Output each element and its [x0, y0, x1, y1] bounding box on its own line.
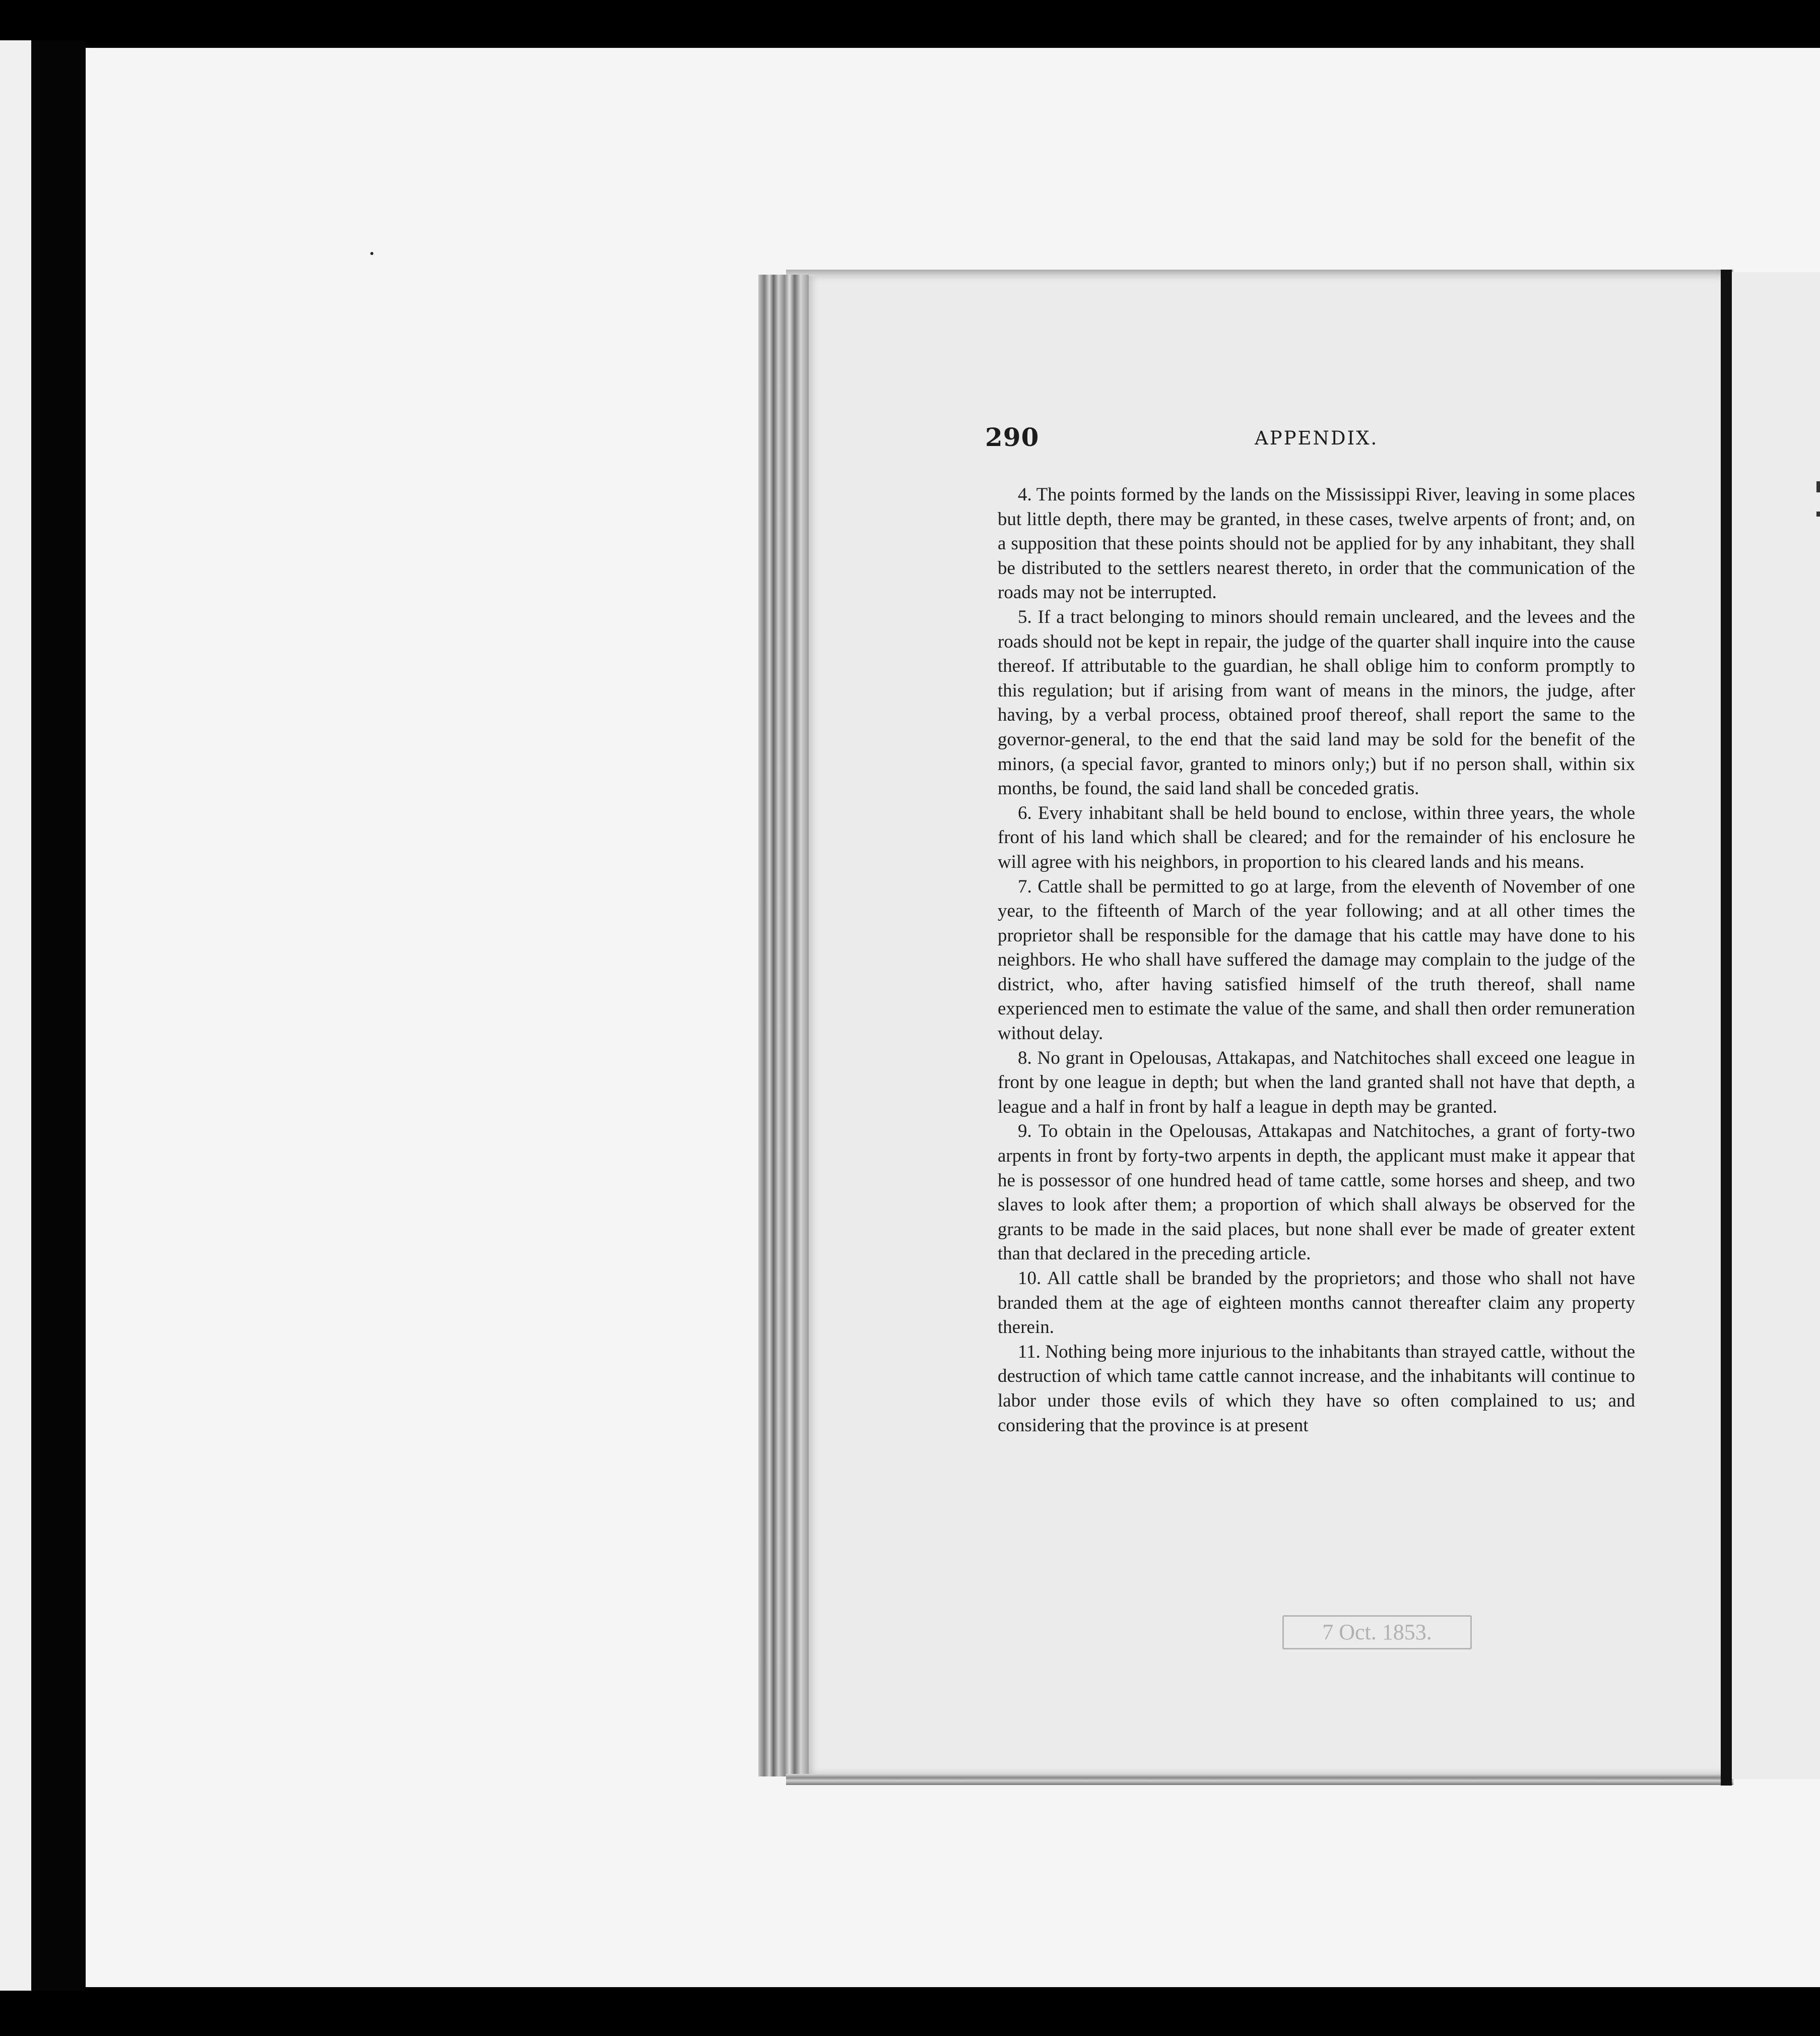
paragraph-5: 5. If a tract belonging to minors should remain uncleared, and the levees and the roads should not be kept in repair, the judge of the quarter shall inquire into the cause thereof. If attributable to the guardian, he shall oblige him to conform promptly to this regulation; but if arising from want of means in the minors, the judge, after having, by a verbal process, obtained proof thereof, shall report the same to the governor-general, to the end that the said land may be sold for the benefit of the minors, (a special favor, granted to minors only;) but if no person shall, within six months, be found, the said land shall be conceded gratis. — [998, 606, 1635, 799]
paragraph-11: 11. Nothing being more injurious to the inhabitants than strayed cattle, without the destruction of which tame cattle cannot increase, and the inhabitants will continue to labor under those evils of which they have so often complained to us; and considering that the province is at present — [998, 1341, 1635, 1436]
film-border — [31, 40, 86, 1991]
paragraph-7: 7. Cattle shall be permitted to go at large, from the eleventh of November of one year, to the fifteenth of March of the year following; and at all other times the proprietor shall be responsible for the damage that his cattle may have done to his neighbors. He who shall have suffered the damage may complain to the judge of the district, who, after having satisfied himself of the truth thereof, shall name experienced men to estimate the value of the same, and shall then order remuneration without delay. — [998, 876, 1635, 1044]
facing-page-text-fragment — [1816, 481, 1820, 492]
book-page-edges — [758, 275, 809, 1776]
page-body — [998, 483, 1635, 1438]
paragraph-4: 4. The points formed by the lands on the Mississippi River, leaving in some places but little depth, there may be granted, in these cases, twelve arpents of front; and, on a supposition that these points should not be applied for by any inhabitant, they shall be distributed to the settlers nearest thereto, in order that the communication of the roads may not be interrupted. — [998, 484, 1635, 603]
book-bottom-edge — [786, 1774, 1733, 1785]
running-head: APPENDIX. — [1255, 427, 1379, 449]
adjacent-frame-edge — [0, 40, 34, 1991]
paragraph-10: 10. All cattle shall be branded by the proprietors; and those who shall not have branded them at the age of eighteen months cannot thereafter claim any property therein. — [998, 1268, 1635, 1338]
date-stamp: 7 Oct. 1853. — [1282, 1615, 1472, 1649]
book-top-edge — [786, 270, 1733, 277]
book-gutter — [1721, 270, 1732, 1786]
page-number: 290 — [985, 422, 1039, 452]
paragraph-8: 8. No grant in Opelousas, Attakapas, and Natchitoches shall exceed one league in front by one league in depth; but when the land granted shall not have that depth, a league and a half in front by half a league in depth may be granted. — [998, 1047, 1635, 1117]
facing-page-edge — [1732, 272, 1820, 1779]
film-speck — [370, 252, 373, 255]
facing-page-text-fragment — [1816, 512, 1820, 517]
paragraph-9: 9. To obtain in the Opelousas, Attakapas and Natchitoches, a grant of forty-two arpents in front by forty-two arpents in depth, the applicant must make it appear that he is possessor of one hundred head of tame cattle, some horses and sheep, and two slaves to look after them; a proportion of which shall always be observed for the grants to be made in the said places, but none shall ever be made of greater extent than that declared in the preceding article. — [998, 1121, 1635, 1264]
paragraph-6: 6. Every inhabitant shall be held bound to enclose, within three years, the whole front of his land which shall be cleared; and for the remainder of his enclosure he will agree with his neighbors, in proportion to his cleared lands and his means. — [998, 802, 1635, 872]
